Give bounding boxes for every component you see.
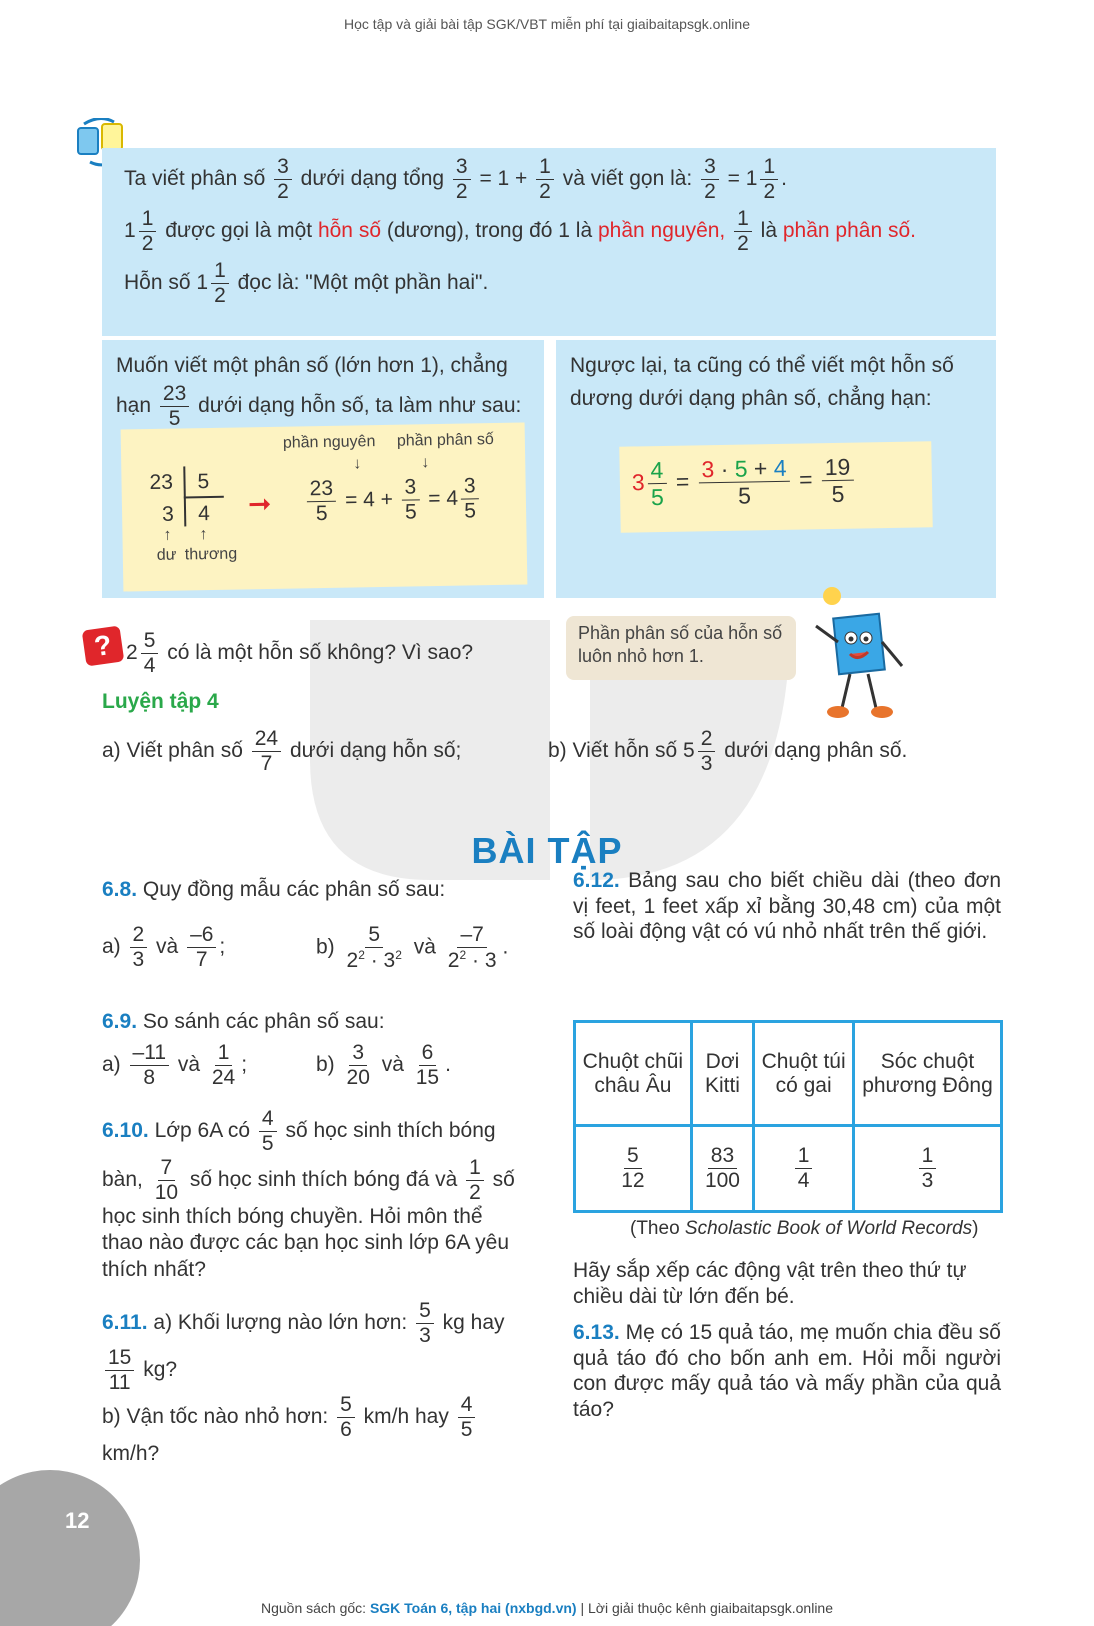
exercise-6-8-b: b) $\frac{5}{2^2 \cdot 3^2}$ và $\frac{-7}{2^2 \cdot 3}$ . <box>316 923 509 973</box>
exercise-6-13: 6.13. Mẹ có 15 quả táo, mẹ muốn chia đều số quả táo đó cho bốn anh em. Hỏi mỗi người con được mấy quả táo và mấy phần của quả táo? <box>573 1321 1001 1421</box>
fraction: $\frac{5}{2^2 \cdot 3^2}$ <box>346 923 402 973</box>
table-value-row <box>575 1126 1002 1212</box>
fraction: $\frac{5}{3}$ <box>416 1300 434 1347</box>
animal-length-table <box>573 1020 1003 1213</box>
term-fraction-part: phần phân số. <box>782 219 916 243</box>
fraction: $\frac{3}{2}$ <box>701 156 719 203</box>
fraction: $\frac{2}{3}$ <box>698 728 716 775</box>
fraction: $\frac{7}{10}$ <box>154 1156 179 1205</box>
exercise-6-9: 6.9. So sánh các phân số sau: <box>102 1010 385 1033</box>
mascot-character <box>806 582 916 722</box>
fraction: $\frac{4}{5}$ <box>647 458 667 510</box>
table-cell <box>575 1126 692 1212</box>
exercise-6-12: 6.12. Bảng sau cho biết chiều dài (theo đơn vị feet, 1 feet xấp xỉ bằng 30,48 cm) của một số loài động vật có vú nhỏ nhất trên thế giới. <box>573 869 1001 944</box>
fraction: $\frac{2}{3}$ <box>130 924 148 971</box>
fraction: $\frac{3 \cdot 5 + 4}{5}$ <box>698 456 790 509</box>
exercise-6-8: 6.8. Quy đồng mẫu các phân số sau: <box>102 878 446 901</box>
intro-line-1: Ta viết phân số $\frac{3}{2}$ dưới dạng tổng $\frac{3}{2}$ = 1 + $\frac{1}{2}$ và viết gọn là: $\frac{3}{2}$ = 1 $\frac{1}{2}$ . <box>124 155 787 204</box>
fraction: $\frac{5}{12}$ <box>621 1143 645 1192</box>
fraction: $\frac{1}{2}$ <box>734 208 752 255</box>
fraction: $\frac{1}{2}$ <box>466 1157 484 1204</box>
question-text: 2 $\frac{5}{4}$ có là một hỗn số không? Vì sao? <box>126 629 474 678</box>
fraction: $\frac{3}{20}$ <box>346 1041 370 1090</box>
fraction: $\frac{4}{5}$ <box>259 1108 277 1155</box>
term-mixed-number: hỗn số <box>317 219 382 243</box>
exercise-6-8-a: a) $\frac{2}{3}$ và $\frac{-6}{7}$ ; <box>102 923 226 972</box>
fraction: $\frac{5}{4}$ <box>141 630 159 677</box>
fraction: $\frac{-6}{7}$ <box>187 924 216 971</box>
fraction: $\frac{1}{2}$ <box>760 156 778 203</box>
fraction: $\frac{3}{5}$ <box>401 476 420 523</box>
conversion-note <box>619 441 932 532</box>
fraction: $\frac{1}{4}$ <box>795 1145 813 1192</box>
fraction: $\frac{-11}{8}$ <box>130 1042 169 1089</box>
intro-line-2: 1 $\frac{1}{2}$ được gọi là một hỗn số (dương), trong đó 1 là phần nguyên, $\frac{1}{2}$ là phần phân số. <box>124 207 916 256</box>
table-header-row <box>575 1022 1002 1126</box>
fraction: $\frac{1}{3}$ <box>919 1145 937 1192</box>
table-cell <box>691 1126 753 1212</box>
arrow-right-icon: ➞ <box>247 487 272 520</box>
mixed-to-fraction-panel: Ngược lại, ta cũng có thể viết một hỗn số dương dưới dạng phân số, chẳng hạn: 3 $\frac{4}{5}$ = $\frac{3 \cdot 5 + 4}{5}$ = $\frac{19}{5}$ <box>556 340 996 598</box>
fraction: $\frac{15}{11}$ <box>105 1347 134 1394</box>
page-footer: Nguồn sách gốc: SGK Toán 6, tập hai (nxbgd.vn) | Lời giải thuộc kênh giaibaitapsgk.online <box>260 1600 834 1616</box>
table-header-cell: Sóc chuột phương Đông <box>854 1022 1002 1126</box>
table-cell <box>854 1126 1002 1212</box>
fraction: $\frac{83}{100}$ <box>704 1143 740 1192</box>
division-note: phần nguyên phần phân số ↓ ↓ 23 5 3 4 ↑ ↑ dư thương ➞ $\frac{23}{5}$ = 4 + $\frac{3}{5}$ = 4 $\frac{3}{5}$ <box>121 422 528 591</box>
fraction: $\frac{4}{5}$ <box>458 1394 476 1441</box>
left-panel-text: Muốn viết một phân số (lớn hơn 1), chẳng hạn $\frac{23}{5}$ dưới dạng hỗn số, ta làm như sau: <box>116 354 522 430</box>
fraction: $\frac{6}{15}$ <box>415 1041 440 1090</box>
definition-box <box>102 148 996 336</box>
fraction: $\frac{1}{2}$ <box>139 208 157 255</box>
table-header-cell: Chuột chũi châu Âu <box>575 1022 692 1126</box>
exercise-6-9-a: a) $\frac{-11}{8}$ và $\frac{1}{24}$ ; <box>102 1041 248 1090</box>
conversion-formula: 3 $\frac{4}{5}$ = $\frac{3 \cdot 5 + 4}{5}$ = $\frac{19}{5}$ <box>631 455 857 510</box>
practice-a: a) Viết phân số $\frac{24}{7}$ dưới dạng hỗn số; <box>102 727 462 776</box>
exercise-6-12-task: Hãy sắp xếp các động vật trên theo thứ tự chiều dài từ lớn đến bé. <box>573 1259 967 1308</box>
table-cell <box>754 1126 854 1212</box>
fraction: $\frac{1}{24}$ <box>211 1041 236 1090</box>
table-source: (Theo Scholastic Book of World Records) <box>630 1218 979 1239</box>
practice-title: Luyện tập 4 <box>102 690 219 713</box>
fraction: $\frac{3}{2}$ <box>453 156 471 203</box>
division-result: $\frac{23}{5}$ = 4 + $\frac{3}{5}$ = 4 $\frac{3}{5}$ <box>303 475 482 525</box>
intro-line-3: Hỗn số 1 $\frac{1}{2}$ đọc là: "Một một phần hai". <box>124 259 489 308</box>
fraction: $\frac{3}{5}$ <box>461 475 480 522</box>
fraction: $\frac{3}{2}$ <box>274 156 292 203</box>
fraction: $\frac{-7}{2^2 \cdot 3}$ <box>447 923 497 973</box>
fraction: $\frac{5}{6}$ <box>337 1394 355 1441</box>
fraction: $\frac{23}{5}$ <box>306 478 336 526</box>
fraction: $\frac{24}{7}$ <box>252 728 281 775</box>
section-title: BÀI TẬP <box>471 830 623 871</box>
table-header-cell: Dơi Kitti <box>691 1022 753 1126</box>
term-whole-part: phần nguyên, <box>597 219 726 243</box>
fraction: $\frac{19}{5}$ <box>822 455 854 507</box>
fraction-to-mixed-panel <box>102 340 544 598</box>
question-icon: ? <box>82 626 125 667</box>
practice-b: b) Viết hỗn số 5 $\frac{2}{3}$ dưới dạng phân số. <box>548 727 908 776</box>
fraction: $\frac{1}{2}$ <box>536 156 554 203</box>
hint-bubble: Phần phân số của hỗn số luôn nhỏ hơn 1. <box>566 616 796 680</box>
page-number: 12 <box>65 1508 90 1533</box>
fraction: $\frac{23}{5}$ <box>160 383 189 430</box>
table-header-cell: Chuột túi có gai <box>754 1022 854 1126</box>
exercise-6-9-b: b) $\frac{3}{20}$ và $\frac{6}{15}$ . <box>316 1041 451 1090</box>
fraction: $\frac{1}{2}$ <box>211 260 229 307</box>
page-header: Học tập và giải bài tập SGK/VBT miễn phí tại giaibaitapsgk.online <box>344 16 750 32</box>
exercise-6-10: 6.10. Lớp 6A có $\frac{4}{5}$ số học sinh thích bóng bàn, $\frac{7}{10}$ số học sinh thích bóng đá và $\frac{1}{2}$ số học sinh thích bóng chuyền. Hỏi môn thể thao nào được các bạn học sinh lớp 6A yêu thích nhất? <box>102 1107 515 1281</box>
exercise-6-11: 6.11. a) Khối lượng nào lớn hơn: $\frac{5}{3}$ kg hay $\frac{15}{11}$ kg? b) Vận tốc nào nhỏ hơn: $\frac{5}{6}$ km/h hay $\frac{4}{5}$ km/h? <box>102 1299 505 1466</box>
